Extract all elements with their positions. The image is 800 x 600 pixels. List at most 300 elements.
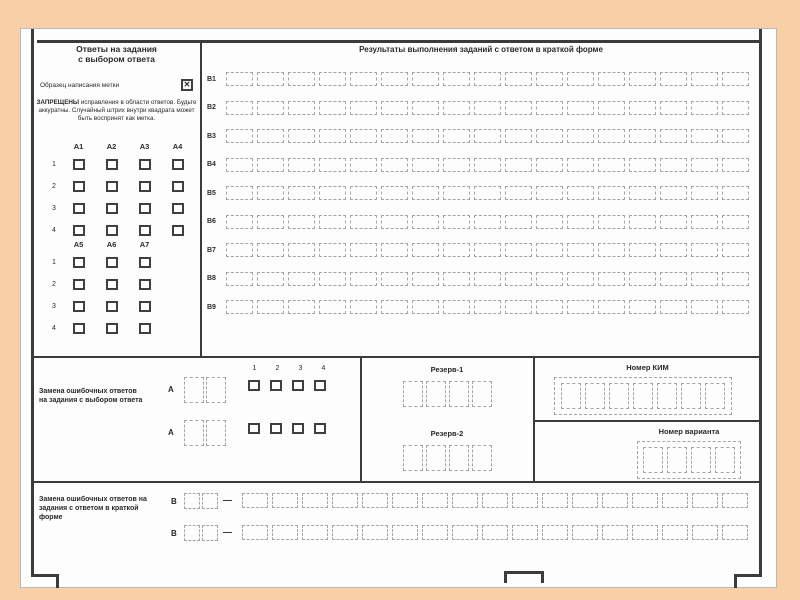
grid-column-header: А2 (106, 141, 117, 151)
answer-cell[interactable] (660, 300, 687, 314)
choice-checkbox[interactable] (172, 203, 184, 214)
answer-cell[interactable] (350, 186, 377, 200)
answer-cell[interactable] (474, 101, 501, 115)
grid-row (46, 175, 194, 197)
result-row-label: В9 (207, 303, 216, 311)
task-number-cell[interactable] (206, 420, 226, 446)
reserve-cell[interactable] (403, 381, 423, 407)
answer-cell[interactable] (572, 493, 598, 508)
answer-cell[interactable] (381, 300, 408, 314)
divider-bottom-band (33, 481, 760, 483)
answer-cell[interactable] (288, 243, 315, 257)
answer-cell[interactable] (412, 158, 439, 172)
kim-digit-cell[interactable] (609, 383, 629, 409)
result-row-cells (226, 158, 749, 172)
answer-cell[interactable] (722, 525, 748, 540)
result-row (207, 208, 749, 237)
answer-cell[interactable] (412, 72, 439, 86)
answer-cell[interactable] (226, 72, 253, 86)
choice-title-line1: Ответы на задания (76, 44, 157, 54)
answer-cell[interactable] (629, 300, 656, 314)
answer-cell[interactable] (602, 525, 628, 540)
answer-cell[interactable] (691, 186, 718, 200)
choice-checkbox[interactable] (172, 225, 184, 236)
answer-cell[interactable] (226, 243, 253, 257)
answer-cell[interactable] (443, 300, 470, 314)
answer-cell[interactable] (505, 272, 532, 286)
choice-checkbox[interactable] (139, 181, 151, 192)
reserve-cell[interactable] (426, 445, 446, 471)
answer-cell[interactable] (722, 300, 749, 314)
answer-cell[interactable] (691, 300, 718, 314)
choice-checkbox[interactable] (139, 279, 151, 290)
answer-cell[interactable] (505, 186, 532, 200)
answer-cell[interactable] (412, 243, 439, 257)
answer-cell[interactable] (660, 215, 687, 229)
result-row-label: В3 (207, 132, 216, 140)
answer-cell[interactable] (660, 129, 687, 143)
answer-cell[interactable] (272, 525, 298, 540)
answer-cell[interactable] (722, 101, 749, 115)
answer-cell[interactable] (381, 243, 408, 257)
variant-digit-cell[interactable] (643, 447, 663, 473)
answer-cell[interactable] (542, 493, 568, 508)
answer-cell[interactable] (257, 186, 284, 200)
answer-cell[interactable] (302, 493, 328, 508)
answer-cell[interactable] (226, 215, 253, 229)
replace-choice-row-label: А (168, 428, 174, 437)
answer-cell[interactable] (288, 186, 315, 200)
answer-cell[interactable] (362, 493, 388, 508)
answer-cell[interactable] (350, 72, 377, 86)
answer-cell[interactable] (443, 72, 470, 86)
answer-cell[interactable] (598, 158, 625, 172)
answer-cell[interactable] (505, 129, 532, 143)
answer-cell[interactable] (629, 215, 656, 229)
choice-checkbox[interactable] (314, 423, 326, 434)
answer-cell[interactable] (319, 72, 346, 86)
answer-cell[interactable] (542, 525, 568, 540)
answer-cell[interactable] (660, 101, 687, 115)
choice-checkbox[interactable] (73, 323, 85, 334)
reserve-cell[interactable] (449, 381, 469, 407)
answer-cell[interactable] (412, 272, 439, 286)
variant-digit-cell[interactable] (667, 447, 687, 473)
answer-cell[interactable] (602, 493, 628, 508)
choice-checkbox[interactable] (73, 159, 85, 170)
choice-checkbox[interactable] (139, 323, 151, 334)
choice-checkbox[interactable] (314, 380, 326, 391)
answer-cell[interactable] (474, 158, 501, 172)
answer-cell[interactable] (226, 101, 253, 115)
answer-cell[interactable] (257, 243, 284, 257)
choice-checkbox[interactable] (106, 159, 118, 170)
answer-cell[interactable] (443, 272, 470, 286)
answer-cell[interactable] (629, 72, 656, 86)
answer-cell[interactable] (474, 215, 501, 229)
choice-checkbox[interactable] (139, 225, 151, 236)
choice-checkbox[interactable] (73, 257, 85, 268)
warning-text (35, 99, 198, 123)
answer-cell[interactable] (350, 272, 377, 286)
reserve-cell[interactable] (472, 445, 492, 471)
answer-cell[interactable] (412, 215, 439, 229)
grid-cell (128, 159, 161, 170)
answer-cell[interactable] (629, 272, 656, 286)
answer-cell[interactable] (226, 272, 253, 286)
answer-cell[interactable] (536, 243, 563, 257)
answer-cell[interactable] (350, 101, 377, 115)
choice-checkbox[interactable] (292, 380, 304, 391)
answer-cell[interactable] (242, 525, 268, 540)
choice-checkbox[interactable] (172, 181, 184, 192)
answer-cell[interactable] (422, 493, 448, 508)
answer-cell[interactable] (474, 300, 501, 314)
answer-cell[interactable] (257, 215, 284, 229)
choice-checkbox[interactable] (73, 203, 85, 214)
replace-short-row-label: В (171, 497, 177, 506)
grid-cell (128, 257, 161, 268)
grid-row (46, 251, 161, 273)
answer-cell[interactable] (443, 129, 470, 143)
answer-cell[interactable] (536, 300, 563, 314)
result-row-cells (226, 215, 749, 229)
answer-cell[interactable] (443, 186, 470, 200)
choice-checkbox[interactable] (139, 301, 151, 312)
choice-checkbox[interactable] (106, 181, 118, 192)
replace-choice-row-label: А (168, 385, 174, 394)
answer-cell[interactable] (452, 525, 478, 540)
answer-cell[interactable] (629, 129, 656, 143)
choice-grid-a5-a7 (46, 237, 161, 339)
answer-cell[interactable] (412, 186, 439, 200)
answer-cell[interactable] (536, 101, 563, 115)
answer-cell[interactable] (257, 101, 284, 115)
answer-cell[interactable] (632, 493, 658, 508)
reserve-cell[interactable] (426, 381, 446, 407)
choice-checkbox[interactable] (106, 301, 118, 312)
grid-cell (161, 203, 194, 214)
answer-cell[interactable] (567, 186, 594, 200)
answer-cell[interactable] (660, 158, 687, 172)
answer-cell[interactable] (381, 272, 408, 286)
choice-checkbox[interactable] (73, 225, 85, 236)
answer-cell[interactable] (288, 101, 315, 115)
answer-cell[interactable] (392, 493, 418, 508)
variant-digit-cell[interactable] (715, 447, 735, 473)
answer-cell[interactable] (350, 158, 377, 172)
task-number-cell[interactable] (184, 525, 200, 541)
answer-cell[interactable] (691, 215, 718, 229)
answer-cell[interactable] (302, 525, 328, 540)
answer-cell[interactable] (691, 72, 718, 86)
answer-cell[interactable] (722, 72, 749, 86)
task-number-cell[interactable] (202, 493, 218, 509)
grid-row (46, 153, 194, 175)
answer-cell[interactable] (226, 129, 253, 143)
answer-cell[interactable] (272, 493, 298, 508)
answer-cell[interactable] (632, 525, 658, 540)
answer-cell[interactable] (474, 129, 501, 143)
kim-digit-cell[interactable] (705, 383, 725, 409)
answer-cell[interactable] (474, 72, 501, 86)
answer-cell[interactable] (512, 525, 538, 540)
answer-cell[interactable] (598, 72, 625, 86)
answer-cell[interactable] (452, 493, 478, 508)
answer-cell[interactable] (422, 525, 448, 540)
answer-cell[interactable] (381, 101, 408, 115)
answer-cell[interactable] (474, 186, 501, 200)
frame-left-line (31, 29, 34, 577)
answer-cell[interactable] (482, 493, 508, 508)
reserve-cell[interactable] (403, 445, 423, 471)
answer-cell[interactable] (505, 300, 532, 314)
grid-cell (161, 181, 194, 192)
answer-cell[interactable] (257, 72, 284, 86)
answer-cell[interactable] (598, 272, 625, 286)
bottom-left-mark-leg (56, 574, 59, 588)
grid-cell (62, 225, 95, 236)
task-number-cell[interactable] (184, 377, 204, 403)
answer-cell[interactable] (660, 72, 687, 86)
answer-cell[interactable] (332, 493, 358, 508)
dash-separator: — (223, 495, 232, 505)
answer-cell[interactable] (598, 243, 625, 257)
answer-cell[interactable] (257, 158, 284, 172)
answer-cell[interactable] (598, 300, 625, 314)
answer-cell[interactable] (443, 101, 470, 115)
answer-cell[interactable] (443, 158, 470, 172)
answer-cell[interactable] (392, 525, 418, 540)
grid-cell (95, 181, 128, 192)
answer-cell[interactable] (567, 300, 594, 314)
grid-row-number: 1 (52, 160, 56, 168)
result-row-label: В2 (207, 104, 216, 112)
answer-cell[interactable] (505, 101, 532, 115)
answer-cell[interactable] (722, 493, 748, 508)
grid-row (46, 273, 161, 295)
answer-cell[interactable] (691, 129, 718, 143)
grid-cell (95, 225, 128, 236)
choice-checkbox[interactable] (73, 181, 85, 192)
answer-cell[interactable] (412, 101, 439, 115)
choice-checkbox[interactable] (106, 279, 118, 290)
choice-checkbox[interactable] (139, 257, 151, 268)
task-number-cell[interactable] (184, 420, 204, 446)
answer-cell[interactable] (319, 186, 346, 200)
result-row-label: В8 (207, 275, 216, 283)
frame-right-line (759, 29, 762, 577)
answer-cell[interactable] (319, 300, 346, 314)
grid-column-header: А5 (73, 239, 84, 249)
answer-cell[interactable] (660, 272, 687, 286)
choice-checkbox[interactable] (73, 301, 85, 312)
answer-cell[interactable] (660, 243, 687, 257)
kim-digit-cell[interactable] (585, 383, 605, 409)
answer-cell[interactable] (691, 101, 718, 115)
answer-cell[interactable] (512, 493, 538, 508)
answer-cell[interactable] (381, 215, 408, 229)
result-row-label: В5 (207, 189, 216, 197)
answer-cell[interactable] (567, 129, 594, 143)
answer-cell[interactable] (443, 243, 470, 257)
answer-cell[interactable] (288, 158, 315, 172)
answer-cell[interactable] (536, 272, 563, 286)
result-row (207, 65, 749, 94)
answer-cell[interactable] (319, 215, 346, 229)
answer-cell[interactable] (691, 158, 718, 172)
result-row (207, 151, 749, 180)
answer-cell[interactable] (226, 158, 253, 172)
answer-cell[interactable] (567, 272, 594, 286)
grid-cell (128, 279, 161, 290)
answer-cell[interactable] (350, 215, 377, 229)
choice-checkbox[interactable] (139, 203, 151, 214)
answer-cell[interactable] (536, 158, 563, 172)
kim-digit-cell[interactable] (561, 383, 581, 409)
answer-cell[interactable] (722, 186, 749, 200)
answer-cell[interactable] (598, 186, 625, 200)
answer-cell[interactable] (288, 72, 315, 86)
answer-cell[interactable] (319, 272, 346, 286)
replace-choice-boxes-row2 (248, 423, 326, 434)
answer-cell[interactable] (482, 525, 508, 540)
answer-cell[interactable] (350, 243, 377, 257)
answer-cell[interactable] (722, 129, 749, 143)
answer-cell[interactable] (412, 300, 439, 314)
answer-cell[interactable] (692, 493, 718, 508)
answer-cell[interactable] (257, 300, 284, 314)
answer-cell[interactable] (226, 186, 253, 200)
answer-cell[interactable] (288, 300, 315, 314)
frame-top-line (37, 40, 762, 43)
replace-choice-boxes-row1 (248, 380, 326, 391)
answer-cell[interactable] (536, 186, 563, 200)
choice-checkbox[interactable] (106, 225, 118, 236)
choice-checkbox[interactable] (106, 323, 118, 334)
answer-cell[interactable] (505, 158, 532, 172)
answer-cell[interactable] (257, 129, 284, 143)
choice-checkbox[interactable] (172, 159, 184, 170)
answer-cell[interactable] (536, 129, 563, 143)
answer-cell[interactable] (474, 272, 501, 286)
answer-cell[interactable] (598, 101, 625, 115)
result-row-cells (226, 129, 749, 143)
grid-cell (62, 181, 95, 192)
answer-cell[interactable] (567, 158, 594, 172)
answer-cell[interactable] (536, 215, 563, 229)
answer-cell[interactable] (288, 129, 315, 143)
answer-cell[interactable] (660, 186, 687, 200)
kim-digit-cell[interactable] (633, 383, 653, 409)
answer-cell[interactable] (505, 215, 532, 229)
answer-cell[interactable] (722, 158, 749, 172)
choice-checkbox[interactable] (139, 159, 151, 170)
answer-cell[interactable] (598, 215, 625, 229)
answer-cell[interactable] (332, 525, 358, 540)
answer-cell[interactable] (629, 101, 656, 115)
answer-cell[interactable] (242, 493, 268, 508)
bottom-right-mark (734, 574, 760, 577)
choice-checkbox[interactable] (270, 380, 282, 391)
answer-cell[interactable] (691, 272, 718, 286)
answer-cell[interactable] (443, 215, 470, 229)
answer-cell[interactable] (288, 215, 315, 229)
answer-cell[interactable] (319, 101, 346, 115)
result-row-label: В7 (207, 246, 216, 254)
answer-cell[interactable] (629, 243, 656, 257)
answer-cell[interactable] (474, 243, 501, 257)
answer-cell[interactable] (536, 72, 563, 86)
variant-digit-cell[interactable] (691, 447, 711, 473)
answer-cell[interactable] (567, 101, 594, 115)
choice-checkbox[interactable] (106, 203, 118, 214)
choice-checkbox[interactable] (106, 257, 118, 268)
answer-cell[interactable] (381, 158, 408, 172)
answer-cell[interactable] (662, 525, 688, 540)
answer-cell[interactable] (572, 525, 598, 540)
answer-cell[interactable] (257, 272, 284, 286)
answer-cell[interactable] (381, 72, 408, 86)
answer-cell[interactable] (412, 129, 439, 143)
choice-checkbox[interactable] (270, 423, 282, 434)
result-row-label: В6 (207, 218, 216, 226)
answer-cell[interactable] (722, 215, 749, 229)
answer-cell[interactable] (692, 525, 718, 540)
answer-cell[interactable] (350, 300, 377, 314)
answer-cell[interactable] (629, 186, 656, 200)
answer-cell[interactable] (288, 272, 315, 286)
kim-digit-cell[interactable] (657, 383, 677, 409)
answer-cell[interactable] (691, 243, 718, 257)
replace-choice-task-cells (184, 420, 226, 446)
answer-cell[interactable] (381, 129, 408, 143)
answer-cell[interactable] (362, 525, 388, 540)
answer-cell[interactable] (350, 129, 377, 143)
choice-checkbox[interactable] (73, 279, 85, 290)
answer-cell[interactable] (722, 243, 749, 257)
choice-checkbox[interactable] (292, 423, 304, 434)
answer-cell[interactable] (567, 243, 594, 257)
answer-cell[interactable] (629, 158, 656, 172)
answer-cell[interactable] (505, 243, 532, 257)
answer-cell[interactable] (226, 300, 253, 314)
answer-cell[interactable] (662, 493, 688, 508)
answer-cell[interactable] (319, 129, 346, 143)
grid-row-number: 4 (52, 226, 56, 234)
answer-cell[interactable] (505, 72, 532, 86)
answer-cell[interactable] (567, 72, 594, 86)
choice-checkbox[interactable] (248, 423, 260, 434)
result-row-cells (226, 186, 749, 200)
answer-cell[interactable] (381, 186, 408, 200)
reserve-cell[interactable] (472, 381, 492, 407)
kim-digit-cell[interactable] (681, 383, 701, 409)
grid-row-number: 3 (52, 204, 56, 212)
answer-cell[interactable] (319, 243, 346, 257)
reserve-cell[interactable] (449, 445, 469, 471)
answer-cell[interactable] (567, 215, 594, 229)
mark-sample-icon: ✕ (181, 79, 193, 91)
answer-cell[interactable] (598, 129, 625, 143)
answer-cell[interactable] (722, 272, 749, 286)
task-number-cell[interactable] (184, 493, 200, 509)
task-number-cell[interactable] (206, 377, 226, 403)
answer-cell[interactable] (319, 158, 346, 172)
task-number-cell[interactable] (202, 525, 218, 541)
results-title: Результаты выполнения заданий с ответом в краткой форме (359, 45, 603, 54)
choice-checkbox[interactable] (248, 380, 260, 391)
